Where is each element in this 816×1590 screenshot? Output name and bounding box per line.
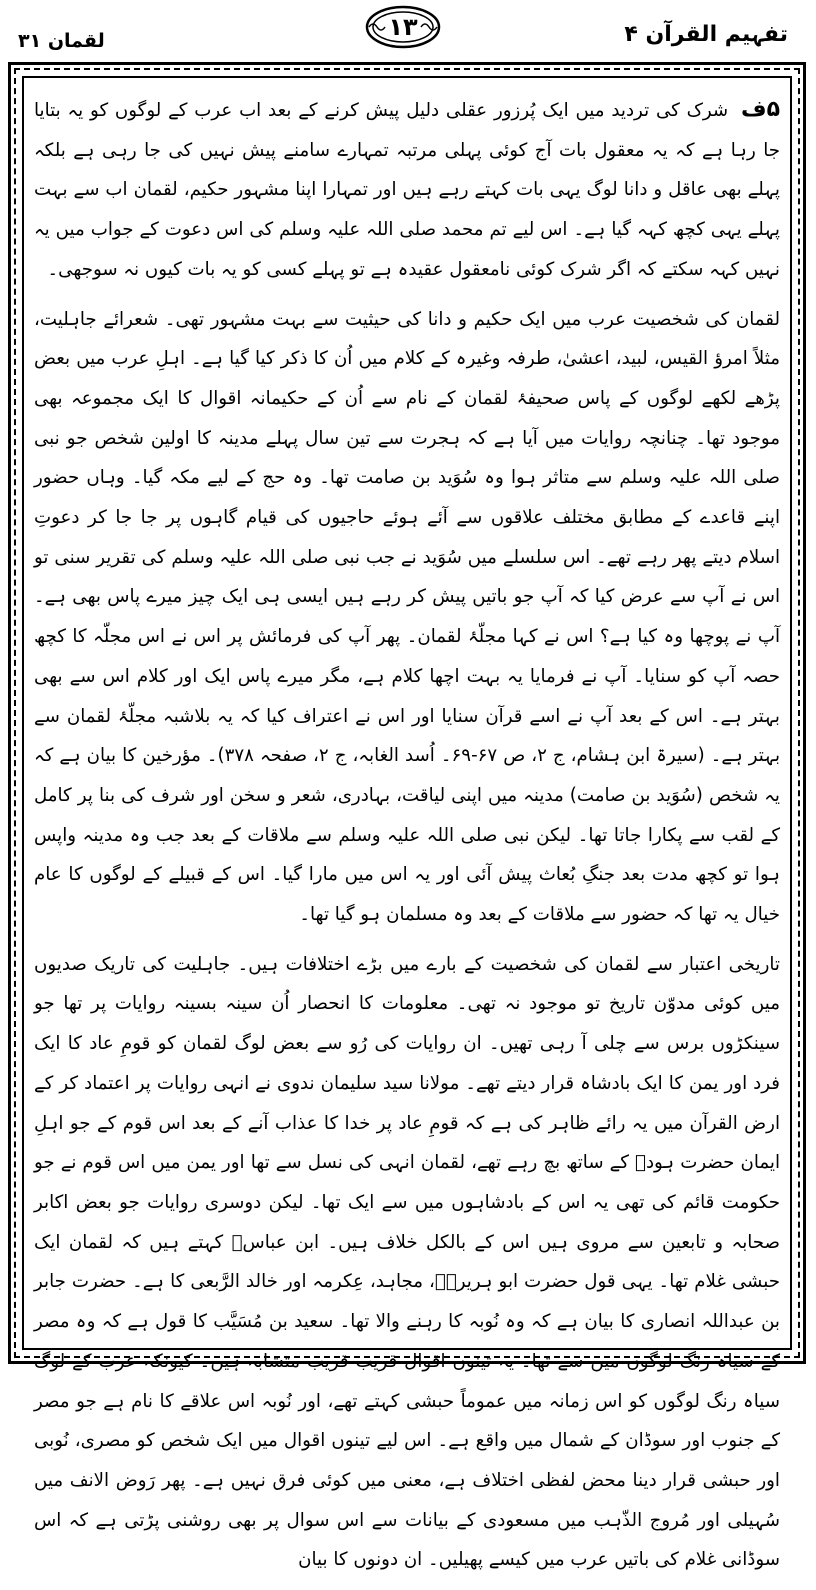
page-number: ۱۳ xyxy=(388,13,418,41)
commentary-paragraph-3: تاریخی اعتبار سے لقمان کی شخصیت کے بارے میں بڑے اختلافات ہیں۔ جاہلیت کی تاریک صدیوں میں کوئی مدوّن تاریخ تو موجود نہ تھی۔ معلومات کا انحصار اُن سینہ بسینہ روایات پر تھا جو سینکڑوں برس سے چلی آ رہی تھیں۔ ان روایات کی رُو سے بعض لوگ لقمان کو قومِ عاد کا ایک فرد اور یمن کا ایک بادشاہ قرار دیتے تھے۔ مولانا سید سلیمان ندوی نے انہی روایات پر اعتماد کر کے ارض القرآن میں یہ رائے ظاہر کی ہے کہ قومِ عاد پر خدا کا عذاب آنے کے بعد اس قوم کے جو اہلِ ایمان حضرت ہودؑ کے ساتھ بچ رہے تھے، لقمان انہی کی نسل سے تھا اور یمن میں اس قوم نے جو حکومت قائم کی تھی یہ اس کے بادشاہوں میں سے ایک تھا۔ لیکن دوسری روایات جو بعض اکابر صحابہ و تابعین سے مروی ہیں اس کے بالکل خلاف ہیں۔ ابن عباسؓ کہتے ہیں کہ لقمان ایک حبشی غلام تھا۔ یہی قول حضرت ابو ہریرہؓ، مجاہد، عِکرمہ اور خالد الرَّبعی کا ہے۔ حضرت جابر بن عبداللہ انصاری کا بیان ہے کہ وہ نُوبہ کا رہنے والا تھا۔ سعید بن مُسَیَّب کا قول ہے کہ وہ مصر کے سیاہ رنگ لوگوں میں سے تھا۔ یہ تینوں اقوال قریب قریب متشابہ ہیں۔ کیونکہ عرب کے لوگ سیاہ رنگ لوگوں کو اس زمانہ میں عموماً حبشی کہتے تھے، اور نُوبہ اس علاقے کا نام ہے جو مصر کے جنوب اور سوڈان کے شمال میں واقع ہے۔ اس لیے تینوں اقوال میں ایک شخص کو مصری، نُوبی اور حبشی قرار دینا محض لفظی اختلاف ہے، معنی میں کوئی فرق نہیں ہے۔ پھر رَوض الانف میں سُہیلی اور مُروج الذّہب میں مسعودی کے بیانات سے اس سوال پر بھی روشنی پڑتی ہے کہ اس سوڈانی غلام کی باتیں عرب میں کیسے پھیلیں۔ ان دونوں کا بیان xyxy=(34,953,780,1571)
commentary-paragraph-1 xyxy=(34,90,780,290)
page-header xyxy=(0,0,816,62)
surah-title: لقمان ۳۱ xyxy=(18,30,105,52)
commentary-body xyxy=(34,90,780,1590)
footnote-marker: ۵ف xyxy=(741,97,780,122)
page-number-seal xyxy=(364,4,442,50)
book-title: تفہیم القرآن ۴ xyxy=(624,22,788,47)
paragraph-text: شرک کی تردید میں ایک پُرزور عقلی دلیل پیش کرنے کے بعد اب عرب کے لوگوں کو یہ بتایا جا رہا ہے کہ یہ معقول بات آج کوئی پہلی مرتبہ تمہارے سامنے پیش نہیں کی جا رہی ہے بلکہ پہلے بھی عاقل و دانا لوگ یہی بات کہتے رہے ہیں اور تمہارا اپنا مشہور حکیم، لقمان اب سے بہت پہلے یہی کچھ کہہ گیا ہے۔ اس لیے تم محمد صلی اللہ علیہ وسلم کی اس دعوت کے جواب میں یہ نہیں کہہ سکتے کہ اگر شرک کوئی نامعقول عقیدہ ہے تو پہلے کسی کو یہ بات کیوں نہ سوجھی۔ xyxy=(34,100,780,280)
commentary-paragraph-2: لقمان کی شخصیت عرب میں ایک حکیم و دانا کی حیثیت سے بہت مشہور تھی۔ شعرائے جاہلیت، مثلاً امرؤ القیس، لبید، اعشیٰ، طرفہ وغیرہ کے کلام میں اُن کا ذکر کیا گیا ہے۔ اہلِ عرب میں بعض پڑھے لکھے لوگوں کے پاس صحیفۂ لقمان کے نام سے اُن کے حکیمانہ اقوال کا ایک مجموعہ بھی موجود تھا۔ چنانچہ روایات میں آیا ہے کہ ہجرت سے تین سال پہلے مدینہ کا اولین شخص جو نبی صلی اللہ علیہ وسلم سے متاثر ہوا وہ سُوَید بن صامت تھا۔ وہ حج کے لیے مکہ گیا۔ وہاں حضور اپنے قاعدے کے مطابق مختلف علاقوں سے آئے ہوئے حاجیوں کی قیام گاہوں پر جا جا کر دعوتِ اسلام دیتے پھر رہے تھے۔ اس سلسلے میں سُوَید نے جب نبی صلی اللہ علیہ وسلم کی تقریر سنی تو اس نے آپ سے عرض کیا کہ آپ جو باتیں پیش کر رہے ہیں ایسی ہی ایک چیز میرے پاس بھی ہے۔ آپ نے پوچھا وہ کیا ہے؟ اس نے کہا مجلّۂ لقمان۔ پھر آپ کی فرمائش پر اس نے اس مجلّہ کا کچھ حصہ آپ کو سنایا۔ آپ نے فرمایا یہ بہت اچھا کلام ہے، مگر میرے پاس ایک اور کلام اس سے بھی بہتر ہے۔ اس کے بعد آپ نے اسے قرآن سنایا اور اس نے اعتراف کیا کہ یہ بلاشبہ مجلّۂ لقمان سے بہتر ہے۔ (سیرۃ ابن ہشام، ج ۲، ص ۶۷-۶۹۔ اُسد الغابہ، ج ۲، صفحہ ۳۷۸)۔ مؤرخین کا بیان ہے کہ یہ شخص (سُوَید بن صامت) مدینہ میں اپنی لیاقت، بہادری، شعر و سخن اور شرف کی بنا پر کامل کے لقب سے پکارا جاتا تھا۔ لیکن نبی صلی اللہ علیہ وسلم سے ملاقات کے بعد جب وہ مدینہ واپس ہوا تو کچھ مدت بعد جنگِ بُعاث پیش آئی اور یہ اس میں مارا گیا۔ اس کے قبیلے کے لوگوں کا عام خیال یہ تھا کہ حضور سے ملاقات کے بعد وہ مسلمان ہو گیا تھا۔ xyxy=(34,308,780,926)
